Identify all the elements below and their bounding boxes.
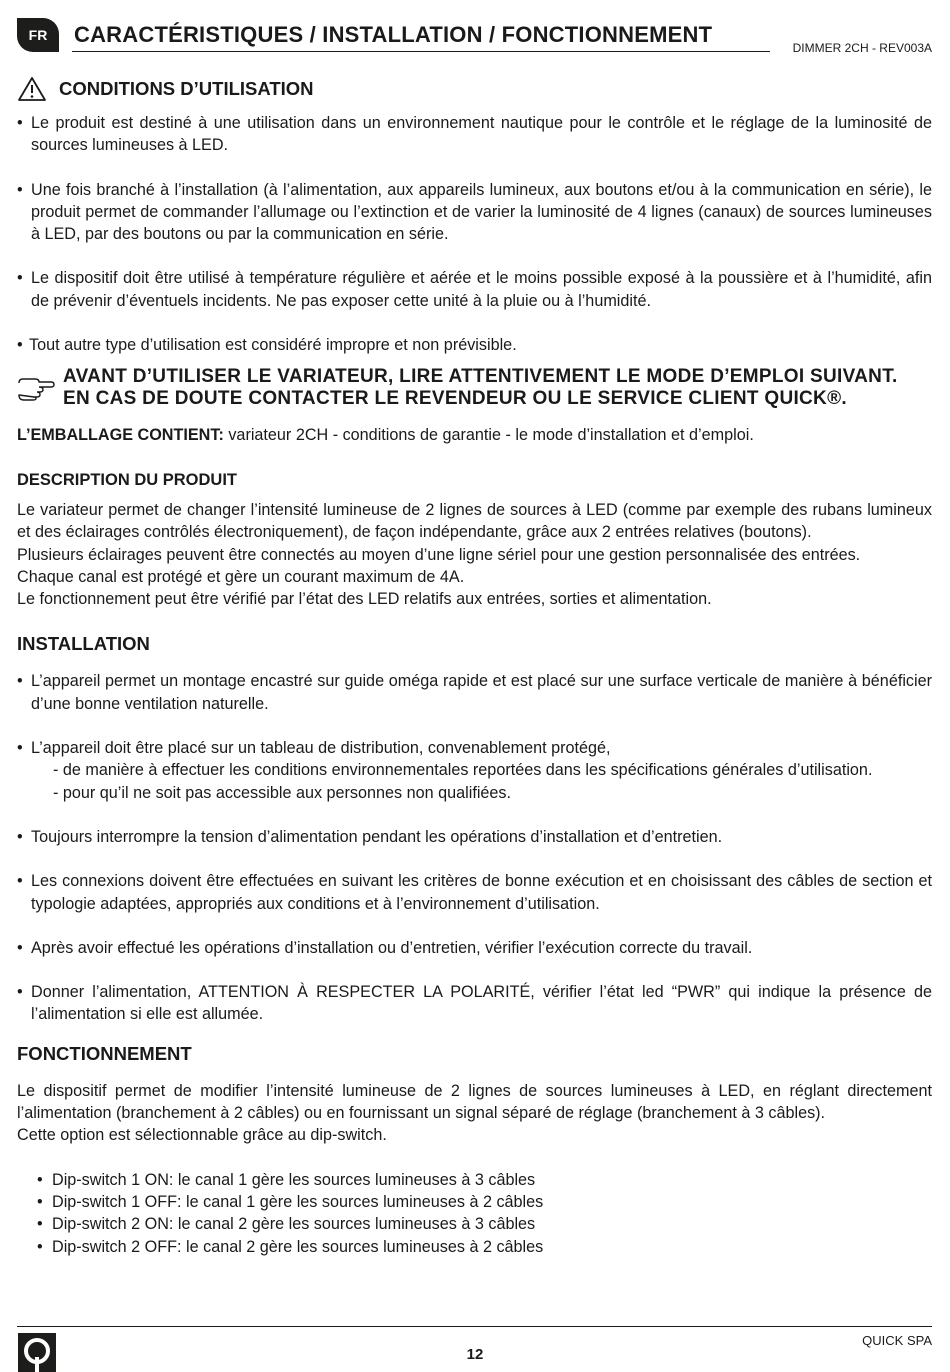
page-title: CARACTÉRISTIQUES / INSTALLATION / FONCTIONNEMENT	[74, 22, 713, 47]
notice-line-2: EN CAS DE DOUTE CONTACTER LE REVENDEUR OU LE SERVICE CLIENT QUICK®.	[63, 388, 847, 410]
packaging-text: variateur 2CH - conditions de garantie - le mode d’installation et d’emploi.	[223, 426, 754, 445]
description-line: Le fonctionnement peut être vérifié par l’état des LED relatifs aux entrées, sorties et alimentation.	[17, 590, 712, 609]
operation-text: Le dispositif permet de modifier l’intensité lumineuse de 2 lignes de sources lumineuses à LED, en réglant directement l’alimentation (branchement à 2 câbles) ou en fournissant un signal séparé de réglage (branchement à 3 câbles).	[17, 1081, 932, 1123]
warning-icon	[17, 76, 47, 102]
conditions-bullet: • Le dispositif doit être utilisé à température régulière et aérée et le moins possible exposé à la poussière et à l’humidité, afin de prévenir d’éventuels incidents. Ne pas exposer cette unité à la pluie ou à l’humidité.	[17, 267, 932, 312]
packaging-label: L’EMBALLAGE CONTIENT:	[17, 426, 224, 445]
description-heading: DESCRIPTION DU PRODUIT	[17, 470, 238, 489]
dip-switch-item: • Dip-switch 1 ON: le canal 1 gère les sources lumineuses à 3 câbles	[37, 1169, 932, 1191]
conditions-bullet: • Une fois branché à l’installation (à l’alimentation, aux appareils lumineux, aux boutons et/ou à la communication en série), le produit permet de commander l’allumage ou l’extinction et de varier la luminosité de 4 lignes (canaux) de sources lumineuses à LED, par des boutons ou par la communication en série.	[17, 179, 932, 246]
installation-bullet: • Après avoir effectué les opérations d’installation ou d’entretien, vérifier l’exécution correcte du travail.	[17, 937, 932, 959]
dip-switch-list	[17, 1169, 932, 1258]
notice-block	[17, 366, 932, 410]
dip-switch-item: • Dip-switch 2 ON: le canal 2 gère les sources lumineuses à 3 câbles	[37, 1213, 932, 1235]
installation-dash-item: - pour qu’il ne soit pas accessible aux personnes non qualifiées.	[53, 783, 512, 802]
installation-bullet: • Toujours interrompre la tension d’alimentation pendant les opérations d’installation et d’entretien.	[17, 826, 932, 848]
notice-line-1: AVANT D’UTILISER LE VARIATEUR, LIRE ATTENTIVEMENT LE MODE D’EMPLOI SUIVANT.	[63, 366, 898, 388]
title-underline	[72, 51, 770, 52]
operation-line: Cette option est sélectionnable grâce au dip-switch.	[17, 1126, 387, 1145]
dip-switch-item: • Dip-switch 2 OFF: le canal 2 gère les sources lumineuses à 2 câbles	[37, 1236, 932, 1258]
conditions-heading: CONDITIONS D’UTILISATION	[59, 78, 314, 99]
language-badge: FR	[17, 18, 59, 52]
document-reference: DIMMER 2CH - REV003A	[792, 41, 932, 55]
conditions-heading-row	[17, 76, 932, 102]
conditions-bullet: • Le produit est destiné à une utilisation dans un environnement nautique pour le contrôle et le réglage de la luminosité de sources lumineuses à LED.	[17, 112, 932, 157]
installation-bullet: • L’appareil permet un montage encastré sur guide oméga rapide et est placé sur une surface verticale de manière à bénéficier d’une bonne ventilation naturelle.	[17, 670, 932, 715]
conditions-bullet: • Tout autre type d’utilisation est considéré impropre et non prévisible.	[17, 334, 932, 356]
packaging-contents	[17, 424, 932, 446]
notice-text	[63, 366, 898, 410]
description-line: Plusieurs éclairages peuvent être connectés au moyen d’une ligne sériel pour une gestion personnalisée des entrées.	[17, 545, 861, 564]
dip-switch-item: • Dip-switch 1 OFF: le canal 1 gère les sources lumineuses à 2 câbles	[37, 1191, 932, 1213]
operation-heading: FONCTIONNEMENT	[17, 1042, 192, 1064]
installation-bullet: • L’appareil doit être placé sur un tableau de distribution, convenablement protégé,	[17, 737, 932, 759]
installation-bullet: • Les connexions doivent être effectuées en suivant les critères de bonne exécution et en choisissant des câbles de section et typologie adaptées, appropriés aux conditions et à l’environnement d’utilisation.	[17, 870, 932, 915]
installation-bullet: • Donner l’alimentation, ATTENTION À RESPECTER LA POLARITÉ, vérifier l’état led “PWR” qui indique la présence de l’alimentation si elle est allumée.	[17, 981, 932, 1026]
company-name: QUICK SPA	[862, 1333, 932, 1348]
installation-heading: INSTALLATION	[17, 633, 150, 655]
footer-rule	[17, 1326, 932, 1327]
document-body	[17, 76, 932, 1258]
page-number: 12	[466, 1346, 484, 1363]
description-line: Chaque canal est protégé et gère un courant maximum de 4A.	[17, 567, 465, 586]
installation-dash-item: - de manière à effectuer les conditions environnementales reportées dans les spécifications générales d’utilisation.	[53, 761, 873, 780]
description-text: Le variateur permet de changer l’intensité lumineuse de 2 lignes de sources à LED (comme par exemple des rubans lumineux et des éclairages contrôlés électroniquement), de façon indépendante, grâce aux 2 entrées relatives (boutons).	[17, 500, 932, 542]
pointing-hand-icon	[17, 375, 55, 401]
